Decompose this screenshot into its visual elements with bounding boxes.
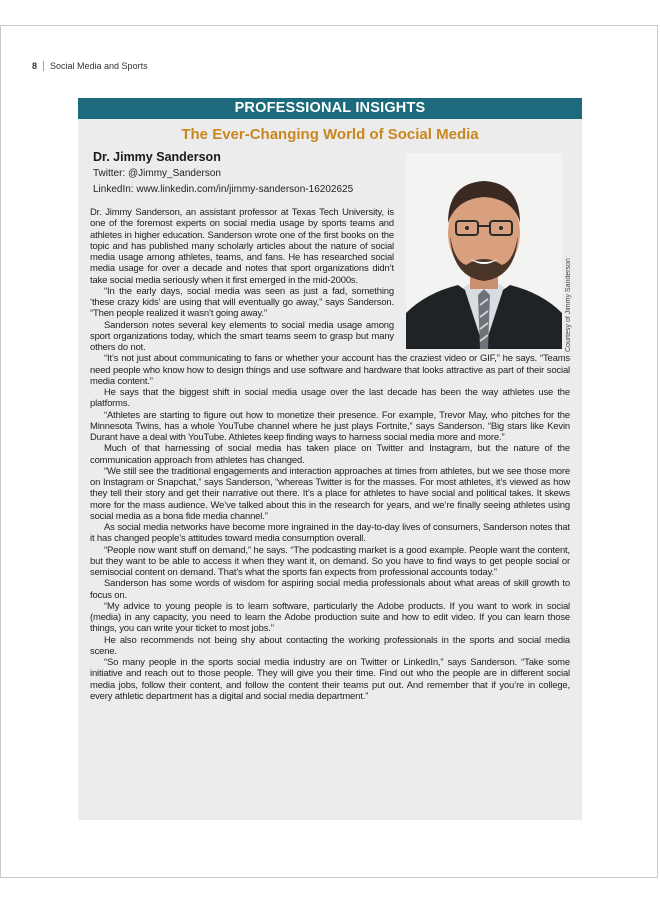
insight-banner: PROFESSIONAL INSIGHTS (78, 98, 582, 119)
paragraph: Sanderson has some words of wisdom for aspiring social media professionals about what areas of skill growth to focus on. (90, 578, 570, 601)
paragraph: He also recommends not being shy about contacting the working professionals in the sports and social media scene. (90, 634, 570, 657)
paragraph: “In the early days, social media was seen as just a fad, something ‘these crazy kids’ are using that will eventually go away,” says Sanderson. “Then people realized it wasn’t going away.” (90, 285, 394, 320)
page-number: 8 (32, 61, 38, 71)
section-title: Social Media and Sports (50, 61, 148, 71)
paragraph: Much of that harnessing of social media has taken place on Twitter and Instagram, but the nature of the communication approach from athletes has changed. (90, 443, 570, 466)
photo-text-wrap-spacer (394, 207, 570, 351)
author-twitter: Twitter: @Jimmy_Sanderson (93, 168, 221, 179)
paragraph: “My advice to young people is to learn software, particularly the Adobe products. If you want to work in social (media) in any capacity, you need to learn the Adobe production suite and how to edit video. If you can learn those things, you can write your ticket to most jobs.” (90, 600, 570, 635)
paragraph: As social media networks have become more ingrained in the day-to-day lives of consumers, Sanderson notes that it has changed people’s attitudes toward media consumption overall. (90, 522, 570, 545)
paragraph: “It’s not just about communicating to fans or whether your account has the craziest video or GIF,” he says. “Teams need people who know how to design things and use software and hardware that looks attractive as part of their social media content.” (90, 353, 570, 387)
paragraph: “Athletes are starting to figure out how to monetize their presence. For example, Trevor May, who pitches for the Minnesota Twins, has a whole YouTube channel where he just plays Fortnite,” says Sanderson. “Big stars like Kevin Durant have a deal with YouTube. Athletes keep finding ways to harness social media more and more.” (90, 409, 570, 443)
paragraph: Sanderson notes several key elements to social media usage among sport organizations today, which the smart teams seem to grasp but many others do not. (90, 319, 394, 353)
article-title: The Ever-Changing World of Social Media (181, 126, 479, 143)
paragraph: Dr. Jimmy Sanderson, an assistant professor at Texas Tech University, is one of the foremost experts on social media usage by sports teams and athletes in higher education. Sanderson wrote one of the first books on the topic and has published many scholarly articles about the nature of social media usage among athletes, teams, and fans. He has researched social media usage for over a decade and notes that sport organizations didn’t take social media seriously when it first emerged in the mid-2000s. (90, 207, 394, 286)
paragraph: “So many people in the sports social media industry are on Twitter or LinkedIn,” says Sanderson. “Take some initiative and reach out to those people. They will give you their time. Find out who the people are in different social media jobs, follow their content, and follow the content their teams put out. And remember that if you’re in college, every athletic department has a digital and social media department.” (90, 657, 570, 702)
running-head (32, 61, 148, 71)
photo-credit: Courtesy of Jimmy Sanderson (565, 258, 572, 352)
author-linkedin: LinkedIn: www.linkedin.com/in/jimmy-sanderson-16202625 (93, 184, 354, 195)
author-name: Dr. Jimmy Sanderson (93, 150, 221, 164)
paragraph: “People now want stuff on demand,” he says. “The podcasting market is a good example. People want the content, but they want to be able to access it when they want it, on demand. So you have to find ways to get people social or semisocial content on demand. That’s what the sports fan expects from professional accounts today.” (90, 544, 570, 578)
article-body (90, 207, 570, 702)
paragraph: “We still see the traditional engagements and interaction approaches at times from athletes, but we see those more on Instagram or Snapchat,” says Sanderson, “whereas Twitter is for the masses. For most athletes, it’s viewed as how they tell their story and get their narrative out there. It’s a place for athletes to have social and political takes. It skews more for the mass audience. We’ve talked about this in the research for years, and we’re finally seeing athletes using social media as a bona fide media channel.” (90, 465, 570, 522)
paragraph: He says that the biggest shift in social media usage over the last decade has been the way athletes use the platforms. (90, 387, 570, 410)
insight-box (78, 98, 582, 820)
running-head-divider (43, 61, 44, 71)
